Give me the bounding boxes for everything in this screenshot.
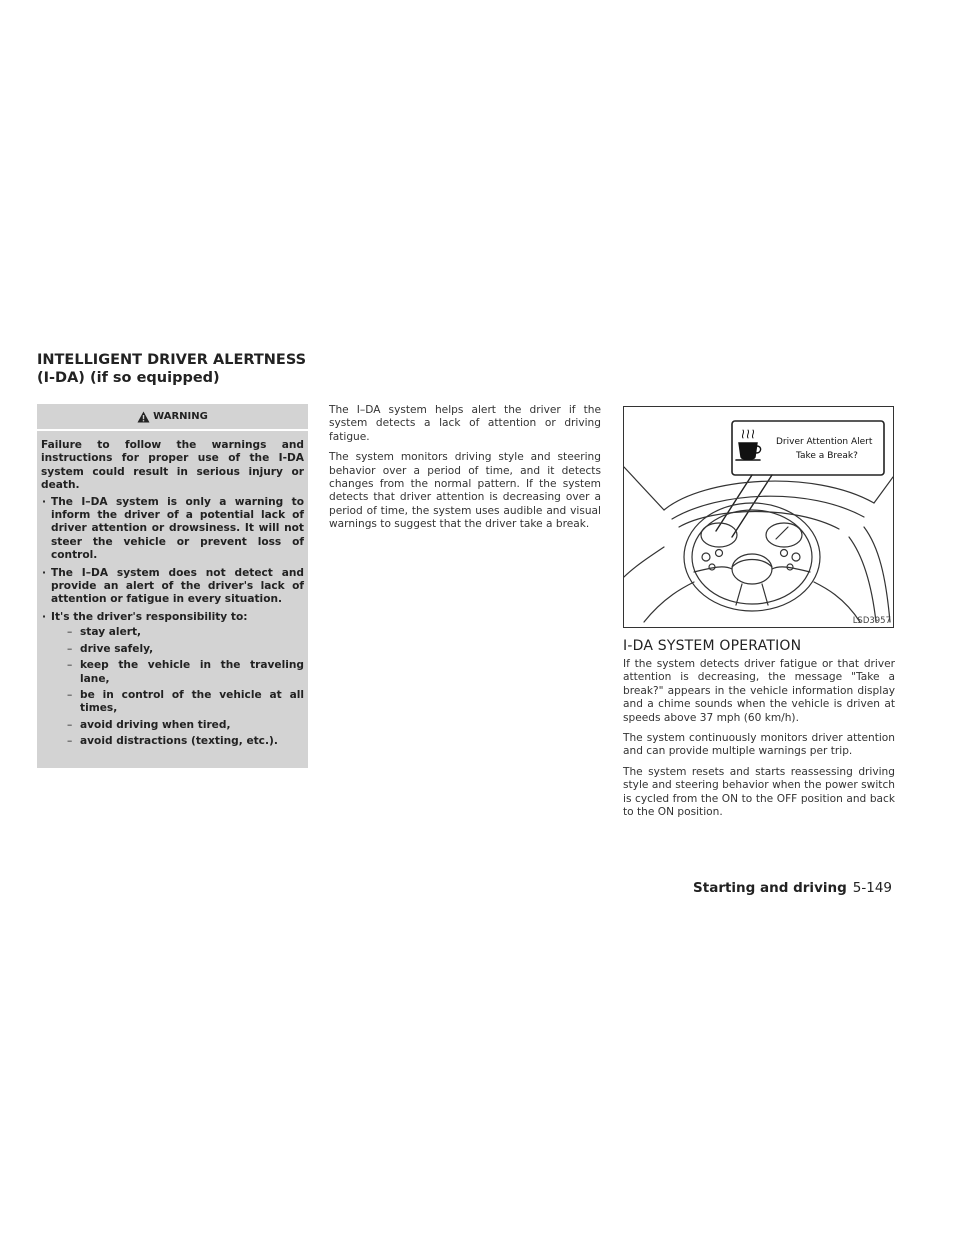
warning-header (37, 404, 308, 431)
intro-text-column (329, 404, 601, 539)
responsibility-list (51, 626, 304, 748)
warning-body (37, 431, 308, 749)
section-title-line-1: INTELLIGENT DRIVER ALERTNESS (37, 352, 307, 368)
responsibility-item: – drive safely, (51, 643, 304, 656)
intro-paragraph-1: The I–DA system helps alert the driver if the system detects a lack of attention or driving fatigue. (329, 404, 601, 443)
warning-list (41, 496, 304, 749)
intro-paragraph-2: The system monitors driving style and steering behavior over a period of time, and it detects changes from the normal pattern. If the system detects that driver attention is decreasing over a period of time, the system uses audible and visual warnings to suggest that the driver take a break. (329, 451, 601, 531)
responsibility-item: – avoid driving when tired, (51, 719, 304, 732)
figure-code: LSD3957 (852, 616, 891, 626)
coffee-cup-icon (736, 430, 761, 460)
responsibility-item: – avoid distractions (texting, etc.). (51, 735, 304, 748)
alert-message-line-2: Take a Break? (796, 451, 858, 461)
operation-column (623, 638, 895, 826)
warning-item: · The I–DA system is only a warning to inform the driver of a potential lack of driver attention or drowsiness. It will not steer the vehicle or prevent loss of control. (41, 496, 304, 563)
warning-heading: WARNING (153, 411, 208, 422)
section-title (37, 351, 437, 387)
warning-item-label: It's the driver's responsibility to: (51, 610, 248, 623)
responsibility-item: – keep the vehicle in the traveling lane, (51, 659, 304, 686)
operation-paragraph-2: The system continuously monitors driver attention and can provide multiple warnings per trip. (623, 732, 895, 758)
dashboard-drawing (624, 407, 893, 627)
responsibility-item: – stay alert, (51, 626, 304, 639)
operation-paragraph-1: If the system detects driver fatigue or that driver attention is decreasing, the message "Take a break?" appears in the vehicle information display and a chime sounds when the vehicle is driven at speeds above 37 mph (60 km/h). (623, 658, 895, 724)
warning-box (37, 404, 308, 768)
chapter-title: Starting and driving (693, 880, 847, 896)
dashboard-illustration (623, 406, 894, 628)
page-number: 5-149 (852, 880, 892, 896)
operation-paragraph-3: The system resets and starts reassessing driving style and steering behavior when the power switch is cycled from the ON to the OFF position and back to the ON position. (623, 765, 895, 819)
warning-item-responsibility (41, 611, 304, 749)
operation-heading: I-DA SYSTEM OPERATION (623, 638, 802, 654)
warning-intro: Failure to follow the warnings and instructions for proper use of the I-DA system could result in serious injury or death. (41, 439, 304, 492)
responsibility-item: – be in control of the vehicle at all times, (51, 689, 304, 716)
page-footer (693, 880, 892, 896)
section-title-line-2: (I-DA) (if so equipped) (37, 370, 220, 386)
alert-message-line-1: Driver Attention Alert (776, 437, 873, 447)
warning-item: · The I–DA system does not detect and provide an alert of the driver's lack of attention or fatigue in every situation. (41, 567, 304, 607)
warning-triangle-icon (137, 411, 150, 423)
